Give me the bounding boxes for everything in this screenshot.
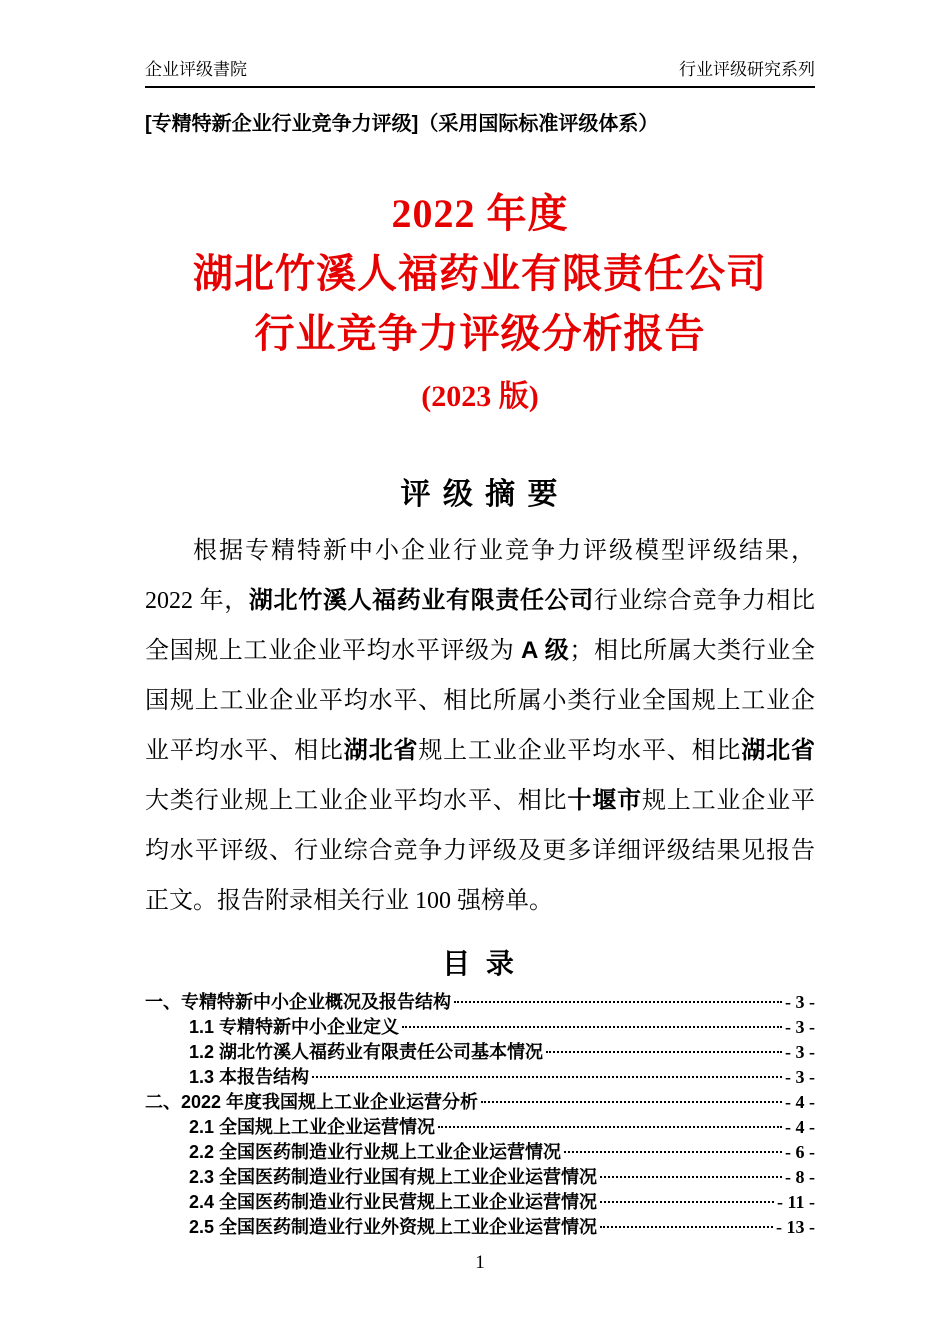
toc-entry[interactable] [145, 1090, 815, 1115]
summary-bold-segment: 湖北省 [343, 737, 419, 764]
summary-text-segment: 规上工业企业平均水平评级、行业综合竞争力评级及更多详细评级结果见报告正文。报告附录相关行业 100 强榜单。 [145, 788, 816, 914]
toc-entry-page: - 8 - [785, 1167, 815, 1187]
toc-dot-leader [600, 1226, 773, 1228]
toc-entry-page: - 3 - [785, 1067, 815, 1087]
toc-dot-leader [438, 1126, 782, 1128]
toc-entry[interactable] [145, 990, 815, 1015]
toc-entry-label: 1.3 本报告结构 [189, 1067, 310, 1087]
toc-entry[interactable] [145, 1115, 815, 1140]
summary-text-segment: ；相比所属大类行业全国规上工业企业平均水平、相比所属小类行业全国规上工业企业平均水平、相比 [145, 638, 816, 764]
toc-dot-leader [600, 1176, 782, 1178]
toc-entry-label: 2.2 全国医药制造业行业规上工业企业运营情况 [189, 1142, 562, 1162]
toc-dot-leader [546, 1051, 782, 1053]
toc-list [145, 990, 815, 1240]
toc-entry-label: 二、2022 年度我国规上工业企业运营分析 [145, 1092, 479, 1112]
toc-entry-label: 一、专精特新中小企业概况及报告结构 [145, 992, 451, 1012]
summary-text-segment: 根据专精特新中小企业行业竞争力评级模型评级结果，2022 年， [145, 538, 815, 614]
toc-entry-label: 2.3 全国医药制造业行业国有规上工业企业运营情况 [189, 1167, 598, 1187]
summary-paragraph [145, 526, 815, 926]
toc-dot-leader [600, 1201, 774, 1203]
header-right-text: 行业评级研究系列 [679, 60, 815, 79]
toc-entry-label: 2.1 全国规上工业企业运营情况 [189, 1117, 436, 1137]
page-header [145, 60, 815, 88]
toc-entry-label: 1.2 湖北竹溪人福药业有限责任公司基本情况 [189, 1042, 544, 1062]
toc-dot-leader [564, 1151, 782, 1153]
report-title-block [145, 191, 815, 414]
toc-dot-leader [312, 1076, 782, 1078]
toc-entry-page: - 13 - [776, 1217, 815, 1237]
toc-entry[interactable] [145, 1215, 815, 1240]
title-year-line: 2022 年度 [391, 191, 569, 236]
toc-entry[interactable] [145, 1140, 815, 1165]
toc-entry-label: 1.1 专精特新中小企业定义 [189, 1017, 400, 1037]
title-report-line: 行业竞争力评级分析报告 [254, 311, 706, 356]
toc-entry[interactable] [145, 1015, 815, 1040]
header-left-text: 企业评级書院 [145, 60, 247, 79]
title-edition: (2023 版) [421, 380, 539, 413]
summary-bold-segment: 十堰市 [567, 787, 642, 814]
toc-entry-page: - 4 - [785, 1092, 815, 1112]
toc-entry[interactable] [145, 1165, 815, 1190]
summary-heading: 评 级 摘 要 [400, 478, 560, 511]
title-company-line: 湖北竹溪人福药业有限责任公司 [193, 251, 767, 296]
summary-text-segment: 规上工业企业平均水平、相比 [418, 738, 742, 764]
toc-entry[interactable] [145, 1065, 815, 1090]
summary-text-segment: 大类行业规上工业企业平均水平、相比 [145, 788, 568, 814]
toc-entry-page: - 4 - [785, 1117, 815, 1137]
summary-bold-segment: A 级 [521, 637, 570, 664]
toc-entry-page: - 3 - [785, 1017, 815, 1037]
toc-dot-leader [481, 1101, 782, 1103]
toc-entry[interactable] [145, 1040, 815, 1065]
toc-entry-page: - 3 - [785, 1042, 815, 1062]
summary-text-segment: 行业综合竞争力相比全国规上工业企业平均水平评级为 [145, 588, 816, 664]
toc-dot-leader [402, 1026, 782, 1028]
toc-dot-leader [454, 1001, 782, 1003]
page-number: 1 [475, 1252, 485, 1273]
toc-entry-label: 2.4 全国医药制造业行业民营规上工业企业运营情况 [189, 1192, 598, 1212]
report-subtitle: [专精特新企业行业竞争力评级]（采用国际标准评级体系） [145, 113, 659, 135]
toc-heading: 目 录 [442, 948, 518, 979]
toc-entry-page: - 11 - [777, 1192, 815, 1212]
toc-entry-page: - 3 - [785, 992, 815, 1012]
toc-entry-label: 2.5 全国医药制造业行业外资规上工业企业运营情况 [189, 1217, 598, 1237]
toc-entry[interactable] [145, 1190, 815, 1215]
summary-bold-segment: 湖北省 [741, 737, 816, 764]
summary-bold-segment: 湖北竹溪人福药业有限责任公司 [248, 587, 594, 614]
toc-entry-page: - 6 - [785, 1142, 815, 1162]
